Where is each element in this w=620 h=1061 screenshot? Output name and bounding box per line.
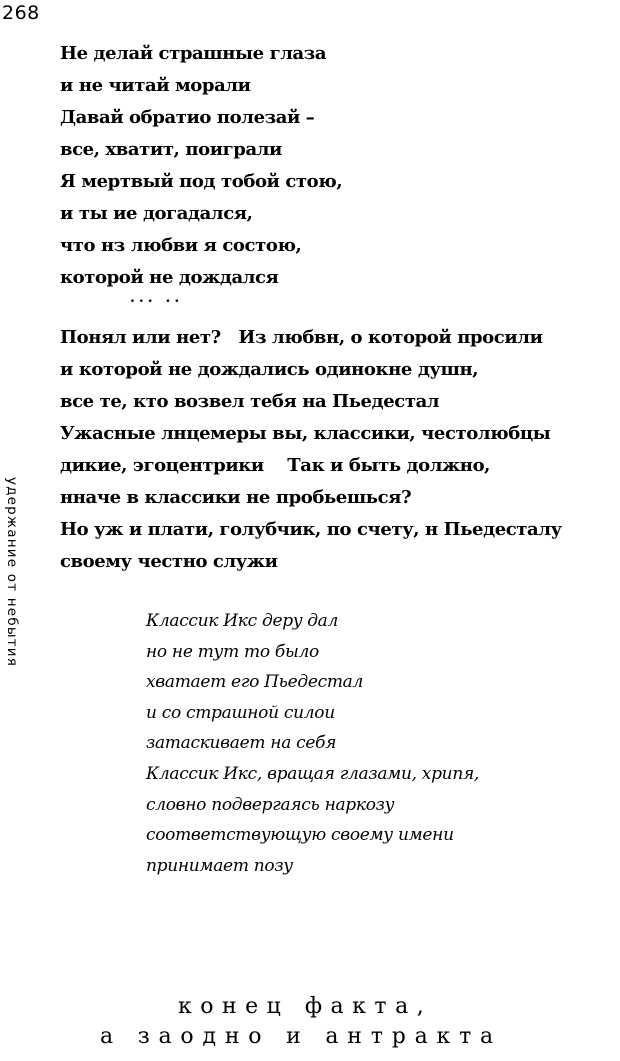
verse-line: своему честно служи [60, 551, 278, 572]
stanza-divider: ... .. [130, 290, 184, 306]
verse-line: Но уж и плати, голубчик, по счету, н Пьедесталу [60, 519, 562, 540]
italic-line: затаскивает на себя [146, 733, 337, 754]
italic-line: соответствующую своему имени [146, 825, 454, 846]
italic-line: но не тут то было [146, 641, 319, 662]
verse-stanza-1 [60, 38, 342, 294]
italic-line: принимает позу [146, 855, 293, 876]
italic-line: словно подвергаясь наркозу [146, 794, 395, 815]
verse-line: нначе в классики не пробьешься? [60, 487, 412, 508]
verse-line: что нз любви я состою, [60, 235, 302, 256]
verse-line: Ужасные лнцемеры вы, классики, честолюбцы [60, 423, 551, 444]
italic-line: и со страшной силои [146, 702, 335, 723]
verse-line: все, хватит, поиграли [60, 139, 282, 160]
italic-verse-block [146, 606, 479, 881]
page-number: 268 [2, 2, 40, 24]
ending-line-2: а заодно и антракта [100, 1024, 502, 1049]
italic-line: хватает его Пьедестал [146, 672, 364, 693]
verse-line: и не читай морали [60, 75, 251, 96]
verse-line: Я мертвый под тобой стою, [60, 171, 343, 192]
verse-line: и которой не дождались одинокне душн, [60, 359, 479, 380]
verse-line: Понял или нет? Из любвн, о которой просили [60, 327, 543, 348]
italic-line: Классик Икс дерy дал [146, 611, 339, 631]
italic-line: Классик Икс, вращая глазами, хрипя, [146, 763, 480, 784]
verse-line: и ты ие догадался, [60, 203, 253, 224]
running-title [0, 452, 24, 692]
verse-line: которой не дождался [60, 267, 279, 288]
ending-line-1: конец факта, [178, 994, 433, 1019]
running-title-text: удержание от небытия [4, 476, 20, 668]
verse-line: Давай обратио полезай – [60, 107, 315, 128]
verse-line: Не делай страшные глаза [60, 43, 327, 64]
verse-stanza-2 [60, 322, 562, 578]
verse-line: все те, кто возвел тебя на Пьедестал [60, 391, 440, 412]
verse-line: дикие, эгоцентрики Так и быть должно, [60, 455, 491, 476]
